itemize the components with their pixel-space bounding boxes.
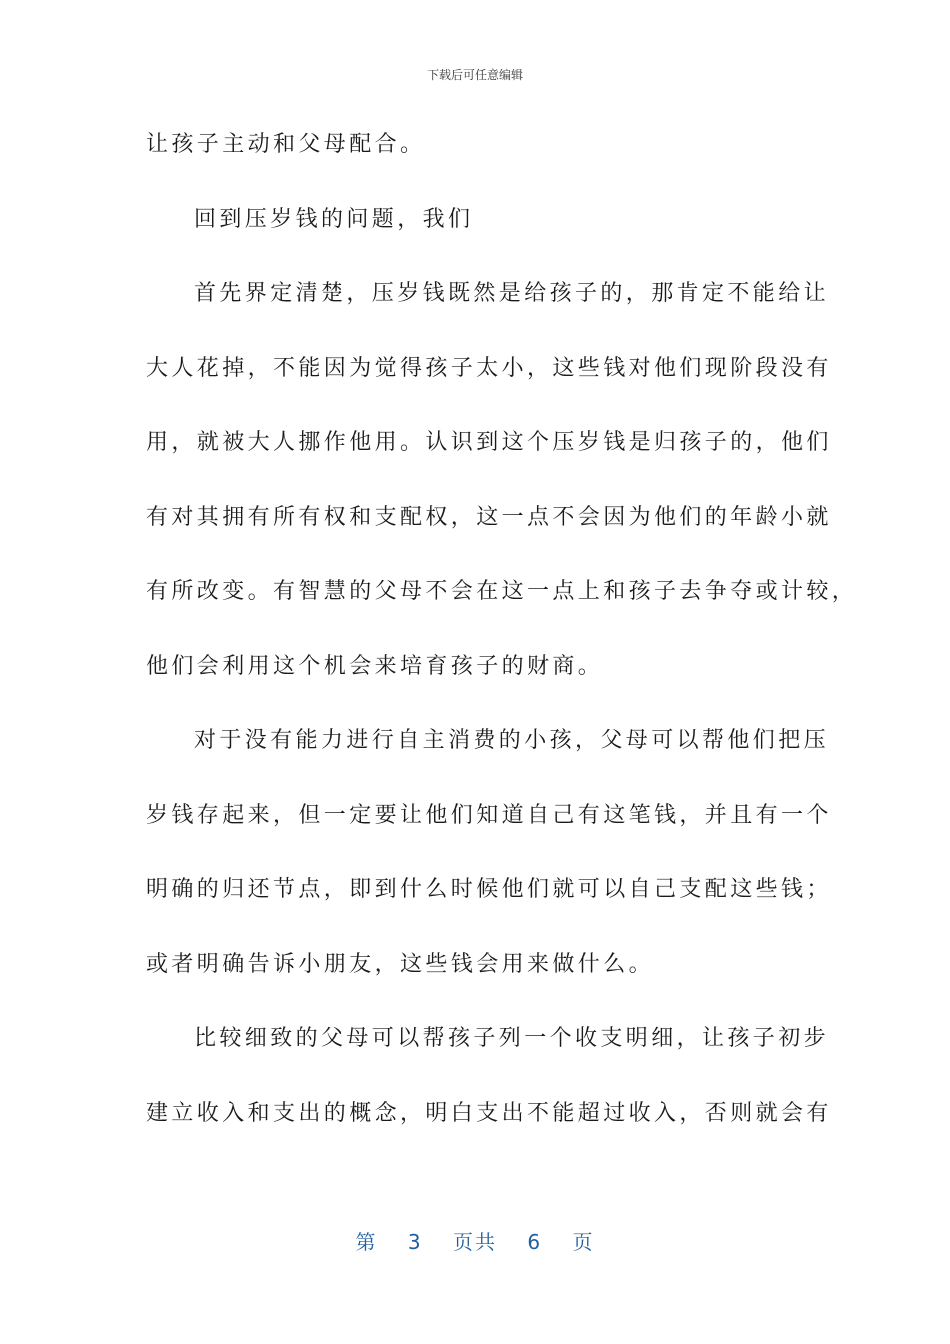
page-header: 下载后可任意编辑 bbox=[426, 68, 523, 82]
body-line: 建立收入和支出的概念，明白支出不能超过收入，否则就会有 bbox=[146, 1100, 832, 1126]
paragraph-start-line: 首先界定清楚，压岁钱既然是给孩子的，那肯定不能给让 bbox=[194, 281, 830, 306]
body-line: 他们会利用这个机会来培育孩子的财商。 bbox=[146, 653, 604, 679]
body-line: 有所改变。有智慧的父母不会在这一点上和孩子去争夺或计较， bbox=[146, 579, 858, 604]
paragraph-start-line: 对于没有能力进行自主消费的小孩，父母可以帮他们把压 bbox=[194, 728, 830, 753]
document-body bbox=[146, 126, 858, 1169]
page-footer bbox=[0, 1226, 950, 1255]
current-page-number: 3 bbox=[407, 1230, 423, 1254]
body-line: 有对其拥有所有权和支配权，这一点不会因为他们的年龄小就 bbox=[146, 504, 832, 530]
body-line: 用，就被大人挪作他用。认识到这个压岁钱是归孩子的，他们 bbox=[146, 430, 832, 455]
footer-suffix: 页 bbox=[572, 1230, 595, 1254]
body-line: 岁钱存起来，但一定要让他们知道自己有这笔钱，并且有一个 bbox=[146, 802, 832, 828]
paragraph-start-line: 回到压岁钱的问题，我们 bbox=[194, 206, 474, 232]
body-line: 明确的归还节点，即到什么时候他们就可以自己支配这些钱； bbox=[146, 877, 832, 902]
footer-middle: 页共 bbox=[453, 1230, 497, 1254]
body-line: 或者明确告诉小朋友，这些钱会用来做什么。 bbox=[146, 951, 655, 977]
total-page-count: 6 bbox=[527, 1230, 543, 1254]
body-line: 大人花掉，不能因为觉得孩子太小，这些钱对他们现阶段没有 bbox=[146, 355, 832, 381]
paragraph-start-line: 比较细致的父母可以帮孩子列一个收支明细，让孩子初步 bbox=[194, 1026, 830, 1051]
body-line: 让孩子主动和父母配合。 bbox=[146, 132, 426, 157]
footer-prefix: 第 bbox=[355, 1230, 378, 1254]
